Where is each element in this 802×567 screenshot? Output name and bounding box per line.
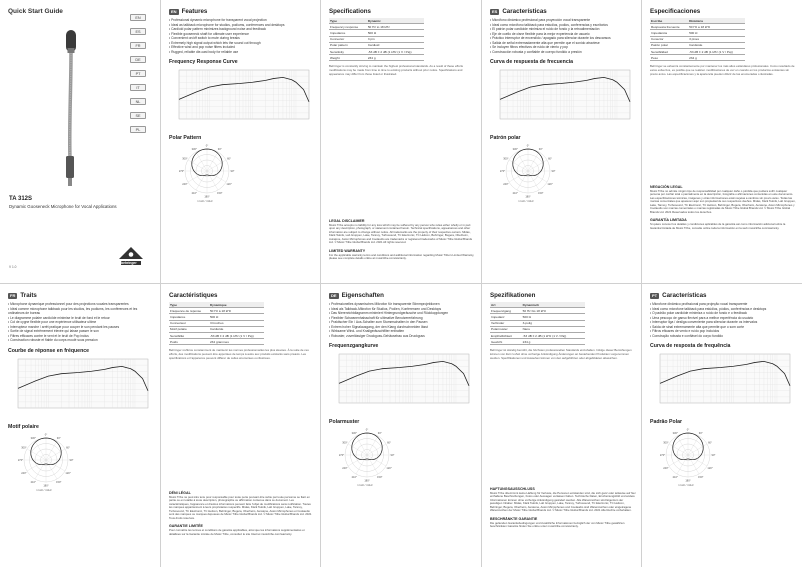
features-list [490, 18, 636, 54]
spec-value: Cardioïde [209, 326, 264, 332]
polar-freq-label: 1 kHz / 4 kHz [36, 488, 52, 492]
polar-angle-label: 180° [685, 479, 691, 483]
frequency-response-chart [8, 356, 152, 416]
feature-item: • O padrão polar cardióide minimiza o ruído de fundo e o feedback [650, 311, 796, 316]
warranty-title: GARANTÍA LIMITADA [650, 218, 687, 223]
feature-item: • Cardioid polar pattern minimizes background noise and feedback [169, 27, 315, 32]
spec-header-cell: Dynamic [367, 18, 424, 24]
spec-value: 500 Ω [367, 30, 424, 36]
feature-item: • Praktischer Ein / Aus-Schalter zum Stummschalten in den Pausen [329, 320, 475, 325]
es-features-panel [482, 0, 642, 283]
spec-label: Fréquence de réponse [169, 308, 209, 314]
feature-item: • Práctico interruptor de encendido / apagado para silenciar durante los descansos [490, 36, 636, 41]
polar-spoke [528, 171, 547, 182]
polar-spoke [688, 444, 707, 455]
legal-text: Music Tribe ne peut être tenu pour responsable pour toute perte pouvant être subie par toute personne se fiant en partie ou en totalité à toute description, photographie ou affirmation contenue dans ce document. Les caractéristiques, l'apparence et d'autres informations peuvent faire l'objet de modifications sans notification. Toutes les marques appartiennent à leurs propriétaires respectifs. Midas, Klark Teknik, Lab Gruppen, Lake, Tannoy, Turbosound, TC Electronic, TC Helicon, Behringer, Bugera, Oberheim, Auratone, Aston Microphones et Coolaudio sont des marques ou marques déposées de Music Tribe Global Brands Ltd. © Music Tribe Global Brands Ltd. 2021 Tous droits réservés. [169, 494, 312, 520]
feature-item: • Flexibler Schwanenhalsschaft für ultimative Benutzererfahrung [329, 316, 475, 321]
polar-freq-label: 1 kHz / 4 kHz [678, 484, 694, 487]
spec-label: Verbinder [490, 320, 522, 326]
language-tab-fr[interactable]: FR [130, 42, 146, 49]
feature-item: • Ideal als Talkback-Mikrofon für Studios, Podien, Konferenzen und Desktops [329, 307, 475, 312]
polar-spoke [207, 171, 226, 182]
polar-spoke [46, 440, 57, 459]
polar-pattern-chart [177, 143, 237, 203]
spec-label: Polarmuster [490, 326, 522, 332]
feature-item: • Construction robuste et fiable du corps moulé sous pression [8, 338, 154, 343]
polar-angle-label: 270° [659, 454, 666, 457]
spec-header-cell: Dinámica [688, 18, 745, 24]
features-list [329, 302, 475, 338]
feature-item: • Microphone dynamique professionnel pour des projections vocales transparentes [8, 302, 154, 307]
spec-header-cell: Type [169, 302, 209, 308]
spec-table [169, 302, 264, 345]
polar-angle-label: 240° [21, 471, 27, 475]
legal-text: Music Tribe accepts no liability for any loss which may be suffered by any person who relies either wholly or in part upon any description, photograph, or statement contained herein. Technical specifications, appearances and other information are subject to change without notice. All trademarks are the property of their respective owners. Midas, Klark Teknik, Lab Gruppen, Lake, Tannoy, Turbosound, TC Electronic, TC Helicon, Behringer, Bugera, Oberheim, Auratone, Aston Microphones and Coolaudio are trademarks or registered trademarks of Music Tribe Global Brands Ltd. © Music Tribe Global Brands Ltd. 2021 All rights reserved. [329, 222, 473, 245]
polar-angle-label: 30° [538, 147, 543, 151]
spec-note: Behringer se esfuerza constantemente por mantener los más altos estándares profesionales. Como resultado de estos esfuerzos, es posible que se realicen modificaciones de vez en cuando en los productos existentes sin previo aviso. Las especificaciones y la apariencia pueden diferir de las enumeradas o ilustradas. [650, 64, 795, 76]
polar-spoke [367, 436, 378, 455]
feature-item: • Col de cygne flexible pour une expérience utilisateur ultime [8, 320, 154, 325]
spec-label: Patrón polar [650, 42, 688, 48]
features-list [8, 302, 154, 343]
spec-table [490, 302, 585, 345]
spec-value: 50 Hz to 18 kHz [367, 24, 424, 30]
feature-item: • Interruptor liga / desliga conveniente para silenciar durante os intervalos [650, 320, 796, 325]
polar-angle-label: 210° [512, 192, 518, 196]
polar-angle-label: 330° [512, 147, 518, 151]
polar-spoke [688, 455, 707, 466]
spec-label: Connector [329, 36, 367, 42]
spec-title: Especificaciones [650, 8, 701, 15]
spec-value: 234 g [522, 339, 585, 345]
feature-item: • Construcción robusta y confiable de cuerpo fundido a presión [490, 50, 636, 55]
warranty-text: Si quiere conocer los detalles y condiciones aplicables de la garantía así como información adicional sobre la Garantía limitada de Music Tribe, consulte online toda la información en la web musictribe.com/warranty. [650, 222, 786, 230]
feature-item: • Idéal comme microphone talkback pour les studios, les podiums, les conférences et les ordinateurs de bureau [8, 307, 154, 316]
language-tab-es[interactable]: ES [130, 28, 146, 35]
polar-spoke [35, 460, 46, 479]
polar-freq-label: 1 kHz / 4 kHz [518, 200, 534, 203]
model-name: TA 312S [9, 196, 33, 202]
spec-value: 3 pin [367, 36, 424, 42]
quick-start-title: Quick Start Guide [8, 8, 63, 15]
polar-angle-label: 60° [548, 157, 553, 161]
feature-item: • Extrem hoher Signalausgang, der den Klang durchschneiden lässt [329, 325, 475, 330]
spec-title: Caractéristiques [169, 292, 218, 299]
features-title: Eigenschaften [341, 292, 384, 299]
spec-table [329, 18, 424, 61]
polar-angle-label: 210° [30, 480, 36, 484]
polar-angle-label: 0° [44, 433, 48, 436]
features-title: Features [181, 8, 208, 15]
spec-table [650, 18, 745, 61]
polar-angle-label: 180° [204, 195, 210, 199]
polar-angle-label: 60° [708, 441, 713, 445]
microphone-illustration [40, 28, 100, 198]
spec-title: Spezifikationen [490, 292, 536, 299]
polar-angle-label: 30° [698, 431, 703, 435]
fr-specs-panel [161, 284, 321, 567]
feature-item: • Wirksame Wind- und Knallgeräuschfilter enthalten [329, 329, 475, 334]
polar-spoke [677, 455, 688, 474]
polar-pattern-chart [337, 427, 397, 487]
polar-spoke [669, 444, 688, 455]
polar-angle-label: 240° [342, 466, 348, 470]
spec-label: Poids [169, 339, 209, 345]
legal-title: NEGACIÓN LEGAL [650, 184, 683, 189]
polar-angle-label: 30° [56, 436, 61, 440]
polar-angle-label: 150° [538, 192, 544, 196]
freq-title: Frequency Response Curve [169, 59, 238, 65]
en-features-panel [161, 0, 321, 283]
polar-spoke [27, 449, 46, 460]
spec-note: Behringer s'efforce constamment de maintenir les normes professionnelles les plus élevées. À la suite de ces efforts, des modifications peuvent être apportées de temps à autre aux produits existants sans préavis. Les spécifications et l'apparence peuvent différer de celles énumérées ou illustrées. [169, 348, 309, 360]
cover-panel [0, 0, 160, 283]
feature-item: • Professionelles dynamisches Mikrofon für transparente Stimmprojektionen [329, 302, 475, 307]
frequency-response-chart [169, 67, 313, 127]
feature-item: • Extremely high signal output which lets the sound cut through [169, 41, 315, 46]
legal-title: HAFTUNGSAUSSCHLUSS [490, 486, 535, 491]
feature-item: • Eje de cuello de cisne flexible para la mejor experiencia de usuario [490, 32, 636, 37]
polar-spoke [367, 455, 386, 466]
polar-angle-label: 120° [386, 466, 392, 470]
polar-angle-label: 240° [503, 182, 509, 186]
spec-header-cell: Dynamisch [522, 302, 585, 308]
polar-spoke [196, 152, 207, 171]
spec-value: -53 dB ± 2 dB (1 kHz (1 V / Pa)) [688, 48, 745, 54]
spec-label: Sensitivity [329, 48, 367, 54]
spec-label: Impedance [329, 30, 367, 36]
spec-value: 3 broches [209, 320, 264, 326]
polar-angle-label: 270° [178, 170, 185, 173]
es-specs-panel [642, 0, 802, 283]
polar-spoke [348, 444, 367, 455]
legal-text: Music Tribe no admite ningún tipo de responsabilidad por cualquier daño o pérdida que pudiera sufrir cualquier persona por confiar total o parcialmente en la descripción, fotografía o afirmaciones contenidas en este documento. Las especificaciones técnicas, imágenes y otras informaciones están sujetas a cambios sin previo aviso. Todas las marcas comerciales que aparecen aquí son propiedad de sus respectivos dueños. Midas, Klark Teknik, Lab Gruppen, Lake, Tannoy, Turbosound, TC Electronic, TC Helicon, Behringer, Bugera, Oberheim, Auratone, Aston Microphones y Coolaudio son marcas comerciales o marcas registradas de Music Tribe Global Brands Ltd. © Music Tribe Global Brands Ltd. 2021 Reservados todos los derechos. [650, 188, 796, 214]
polar-spoke [509, 160, 528, 171]
polar-angle-label: 90° [711, 454, 716, 457]
polar-angle-label: 60° [66, 445, 71, 449]
polar-spoke [509, 171, 528, 182]
spec-row [490, 339, 585, 345]
freq-title: Frequenzgangkurve [329, 343, 379, 349]
feature-item: • Microfone dinâmico profissional para projeção vocal transparente [650, 302, 796, 307]
spec-label: Impedancia [650, 30, 688, 36]
polar-spoke [207, 152, 218, 171]
polar-angle-label: 60° [387, 441, 392, 445]
polar-spoke [367, 444, 386, 455]
spec-note: Behringer ist ständig bemüht, die höchsten professionellen Standards einzuhalten. Infolge dieser Bemühungen können von Zeit zu Zeit ohne vorherige Ankündigung Änderungen an bestehenden Produkten vorgenommen werden. Spezifikationen und Aussehen können von den aufgeführten oder abgebildeten abweichen. [490, 348, 632, 360]
polar-angle-label: 240° [663, 466, 669, 470]
spec-label: Respuesta frecuente [650, 24, 688, 30]
features-title: Traits [20, 292, 37, 299]
spec-label: Frequency response [329, 24, 367, 30]
spec-label: Sensibilidad [650, 48, 688, 54]
polar-spoke [27, 460, 46, 471]
feature-item: • Ideal as talkback microphone for studios, podiums, conferences and desktops [169, 23, 315, 28]
spec-label: Frequenzgang [490, 308, 522, 314]
polar-angle-label: 330° [191, 147, 197, 151]
polar-angle-label: 270° [338, 454, 345, 457]
polar-angle-label: 90° [551, 170, 556, 173]
spec-row [650, 55, 745, 61]
spec-label: Impedanz [490, 314, 522, 320]
legal-title: LEGAL DISCLAIMER [329, 218, 365, 223]
polar-spoke [528, 152, 539, 171]
polar-angle-label: 150° [217, 192, 223, 196]
warranty-text: Pour connaître les termes et conditions de garantie applicables, ainsi que les informations supplémentaires et détaillées sur la Garantie Limitée de Music Tribe, consultez le site Internet musictribe.com/warranty. [169, 528, 305, 536]
feature-item: • Uma pescoço de ganso flexível para a melhor experiência do usuário [650, 316, 796, 321]
polar-angle-label: 300° [342, 441, 348, 445]
spec-value: 234 grammes [209, 339, 264, 345]
warranty-title: LIMITED WARRANTY [329, 248, 366, 253]
feature-item: • Saída de sinal extremamente alta que permite que o som corte [650, 325, 796, 330]
polar-spoke [188, 160, 207, 171]
polar-pattern-chart [16, 432, 76, 492]
polar-angle-label: 210° [191, 192, 197, 196]
en-specs-panel [321, 0, 481, 283]
polar-angle-label: 300° [182, 157, 188, 161]
spec-value: -53 dB ± 2 dB (1 kHz (1 V / Pa)) [367, 48, 424, 54]
feature-item: • Effective wind and pop noise filters included [169, 45, 315, 50]
feature-item: • El patrón polar cardioide minimiza el ruido de fondo y la retroalimentación [490, 27, 636, 32]
polar-angle-label: 30° [377, 431, 382, 435]
feature-item: • Filtres efficaces contre le vent et le bruit de Pop inclus [8, 334, 154, 339]
polar-spoke [46, 449, 65, 460]
spec-header-cell: Type [329, 18, 367, 24]
spec-value: Niere [522, 326, 585, 332]
feature-item: • Sortie de signal extrêmement élevée qui laisse passer le son [8, 329, 154, 334]
polar-angle-label: 0° [526, 144, 530, 148]
spec-value: 500 Ω [522, 314, 585, 320]
polar-spoke [196, 171, 207, 190]
lang-tag-pt: PT [652, 292, 658, 298]
polar-angle-label: 120° [65, 471, 71, 475]
features-title: Características [502, 8, 547, 15]
polar-pattern-chart [498, 143, 558, 203]
feature-item: • Robuster, zuverlässiger Druckguss-Gehäusebau aus Druckguss [329, 334, 475, 339]
polar-title: Patrón polar [490, 135, 521, 141]
polar-spoke [46, 460, 65, 471]
feature-item: • Ideal como micrófono talkback para estudios, podios, conferencias y escritorios [490, 23, 636, 28]
feature-item: • Flexible gooseneck shaft for ultimate user experience [169, 32, 315, 37]
spec-row [169, 339, 264, 345]
polar-angle-label: 150° [698, 476, 704, 480]
polar-angle-label: 120° [547, 182, 553, 186]
spec-value: 234 g [367, 55, 424, 61]
spec-header-cell: Escribe [650, 18, 688, 24]
warranty-text: Die geltenden Garantiebedingungen und zusätzliche Informationen bezüglich der von Music Tribe gewährten beschränkten Garantie finden Sie online unter musictribe.com/warranty. [490, 520, 625, 529]
spec-label: Sensibilité [169, 332, 209, 338]
features-title: Características [662, 292, 707, 299]
polar-angle-label: 90° [390, 454, 395, 457]
polar-angle-label: 30° [217, 147, 222, 151]
polar-angle-label: 120° [226, 182, 232, 186]
polar-angle-label: 270° [499, 170, 506, 173]
polar-angle-label: 180° [43, 484, 49, 487]
warranty-title: GARANTIE LIMITÉE [169, 524, 203, 529]
warranty-text: For the applicable warranty terms and conditions and additional information regarding Music Tribe's Limited Warranty, please see complete details online at musictribe.com/warranty. [329, 252, 475, 261]
polar-angle-label: 0° [686, 428, 690, 432]
spec-label: Gewicht [490, 339, 522, 345]
feature-item: • Filtros eficazes de vento e ruído pop incluídos [650, 329, 796, 334]
polar-angle-label: 330° [351, 431, 357, 435]
polar-angle-label: 330° [30, 436, 36, 440]
lang-tag-es: ES [492, 8, 498, 14]
polar-spoke [188, 171, 207, 182]
spec-value: 50 Hz a 18 kHz [688, 24, 745, 30]
polar-spoke [669, 455, 688, 466]
polar-pattern-chart [658, 427, 718, 487]
feature-item: • Se incluyen filtros efectivos de ruido de viento y pop [490, 45, 636, 50]
polar-angle-label: 0° [365, 428, 369, 432]
language-tab-se[interactable]: SE [130, 112, 146, 119]
polar-angle-label: 180° [525, 195, 531, 199]
polar-angle-label: 90° [69, 458, 74, 462]
spec-value: 234 g [688, 55, 745, 61]
spec-header-cell: Dynamique [209, 302, 264, 308]
polar-spoke [348, 455, 367, 466]
spec-label: Weight [329, 55, 367, 61]
polar-spoke [207, 160, 226, 171]
pt-features-panel [642, 284, 802, 567]
spec-label: Polar pattern [329, 42, 367, 48]
language-tab-pl[interactable]: PL [130, 126, 146, 133]
spec-label: Conector [650, 36, 688, 42]
feature-item: • Professional dynamic microphone for transparent vocal projection [169, 18, 315, 23]
polar-freq-label: 1 kHz / 4 kHz [197, 200, 213, 203]
fr-features-panel [0, 284, 160, 567]
feature-item: • Construção robusta e confiável do corpo fundido [650, 334, 796, 339]
polar-angle-label: 0° [205, 144, 209, 148]
feature-item: • Rugged, reliable die-cast body for reliable use [169, 50, 315, 55]
polar-angle-label: 150° [56, 480, 62, 484]
spec-row [329, 55, 424, 61]
polar-spoke [528, 160, 547, 171]
polar-angle-label: 210° [351, 476, 357, 480]
freq-title: Curva de respuesta de frecuencia [490, 59, 574, 65]
language-tab-it[interactable]: IT [130, 84, 146, 91]
spec-value: 50 Hz bis 18 kHz [522, 308, 585, 314]
spec-title: Specifications [329, 8, 371, 15]
lang-tag-fr: FR [10, 292, 16, 298]
spec-label: Connecteur [169, 320, 209, 326]
polar-angle-label: 90° [230, 170, 235, 173]
polar-angle-label: 120° [707, 466, 713, 470]
language-tab-pt[interactable]: PT [130, 70, 146, 77]
polar-spoke [207, 171, 218, 190]
warranty-title: BESCHRÄNKTE GARANTIE [490, 516, 538, 521]
features-list [650, 302, 796, 338]
feature-item: • Interrupteur marche / arrêt pratique pour couper le son pendant les pauses [8, 325, 154, 330]
polar-angle-label: 210° [672, 476, 678, 480]
feature-item: • Salida de señal extremadamente alta que permite que el sonido atraviese [490, 41, 636, 46]
language-tab-de[interactable]: DE [130, 56, 146, 63]
polar-angle-label: 150° [377, 476, 383, 480]
lang-tag-de: DE [331, 292, 337, 298]
spec-value: 50 Hz à 18 kHz [209, 308, 264, 314]
polar-angle-label: 300° [503, 157, 509, 161]
polar-spoke [517, 152, 528, 171]
brand-name: behringer [121, 261, 137, 265]
language-tab-nl[interactable]: NL [130, 98, 146, 105]
feature-item: • Le diagramme polaire cardioïde minimise le bruit de fond et le retour [8, 316, 154, 321]
spec-value: 3 pines [688, 36, 745, 42]
polar-angle-label: 300° [21, 445, 27, 449]
legal-text: Music Tribe übernimmt keine Haftung für Verluste, die Personen entstanden sind, die sich ganz oder teilweise auf hier enthaltene Beschreibungen, Fotos oder Aussagen verlassen haben. Technische Daten, Erscheinungsbild und andere Informationen können ohne vorherige Ankündigung geändert werden. Alle Warenzeichen sind Eigentum der jeweiligen Inhaber. Midas, Klark Teknik, Lab Gruppen, Lake, Tannoy, Turbosound, TC Electronic, TC Helicon, Behringer, Bugera, Oberheim, Auratone, Aston Microphones und Coolaudio sind Warenzeichen oder eingetragene Warenzeichen der Music Tribe Global Brands Ltd. © Music Tribe Global Brands Ltd. 2021 Alle Rechte vorbehalten. [490, 490, 636, 513]
polar-freq-label: 1 kHz / 4 kHz [357, 484, 373, 487]
spec-value: -53 dB ± 2 dB (1 kHz (1 V / Pa)) [522, 332, 585, 338]
feature-item: • Ideal como microfone talkback para estúdios, pódios, conferências e desktops [650, 307, 796, 312]
spec-value: Cardioid [367, 42, 424, 48]
spec-value: 500 Ω [688, 30, 745, 36]
feature-item: • Micrófono dinámico profesional para proyección vocal transparente [490, 18, 636, 23]
spec-value: 500 Ω [209, 314, 264, 320]
polar-spoke [356, 436, 367, 455]
lang-tag-en: EN [171, 8, 177, 14]
spec-value: 3-polig [522, 320, 585, 326]
spec-label: Impédance [169, 314, 209, 320]
polar-spoke [356, 455, 367, 474]
polar-title: Padrão Polar [650, 419, 683, 425]
frequency-response-chart [490, 67, 634, 127]
feature-item: • Convenient on/off switch to mute during breaks [169, 36, 315, 41]
de-specs-panel [482, 284, 642, 567]
polar-angle-label: 330° [672, 431, 678, 435]
polar-spoke [35, 440, 46, 459]
polar-angle-label: 300° [663, 441, 669, 445]
polar-spoke [677, 436, 688, 455]
polar-angle-label: 60° [227, 157, 232, 161]
features-list [169, 18, 315, 54]
polar-angle-label: 240° [182, 182, 188, 186]
polar-spoke [688, 455, 699, 474]
frequency-response-chart [329, 351, 473, 411]
model-description: Dynamic Gooseneck Microphone for Vocal Applications [9, 204, 117, 209]
spec-note: Behringer is constantly striving to maintain the highest professional standards. As a result of these efforts modifications may be made from time to time to existing products without prior notice. Specifications and appearance may differ from those listed or illustrated. [329, 64, 463, 76]
version-label: V 1.0 [9, 265, 17, 269]
frequency-response-chart [650, 351, 794, 411]
polar-spoke [46, 460, 57, 479]
polar-spoke [367, 455, 378, 474]
spec-label: Motif polaire [169, 326, 209, 332]
spec-label: Empfindlichkeit [490, 332, 522, 338]
spec-label: Peso [650, 55, 688, 61]
language-tab-en[interactable]: EN [130, 14, 146, 21]
polar-title: Polarmuster [329, 419, 360, 425]
polar-angle-label: 270° [17, 458, 24, 462]
polar-spoke [688, 436, 699, 455]
de-features-panel [321, 284, 481, 567]
polar-spoke [517, 171, 528, 190]
spec-value: Cardioide [688, 42, 745, 48]
polar-title: Polar Pattern [169, 135, 202, 141]
spec-header-cell: Art [490, 302, 522, 308]
freq-title: Curva de resposta de frequência [650, 343, 731, 349]
freq-title: Courbe de réponse en fréquence [8, 347, 90, 354]
polar-angle-label: 180° [364, 479, 370, 483]
spec-value: -53 dB ± 2 dB (1 kHz (1 V / Pa)) [209, 332, 264, 338]
feature-item: • Das Nierenrichtdiagramm minimiert Hintergrundgeräusche und Rückkopplungen [329, 311, 475, 316]
legal-title: DÉNI LÉGAL [169, 490, 191, 495]
polar-title: Motif polaire [8, 423, 39, 430]
polar-spoke [528, 171, 539, 190]
